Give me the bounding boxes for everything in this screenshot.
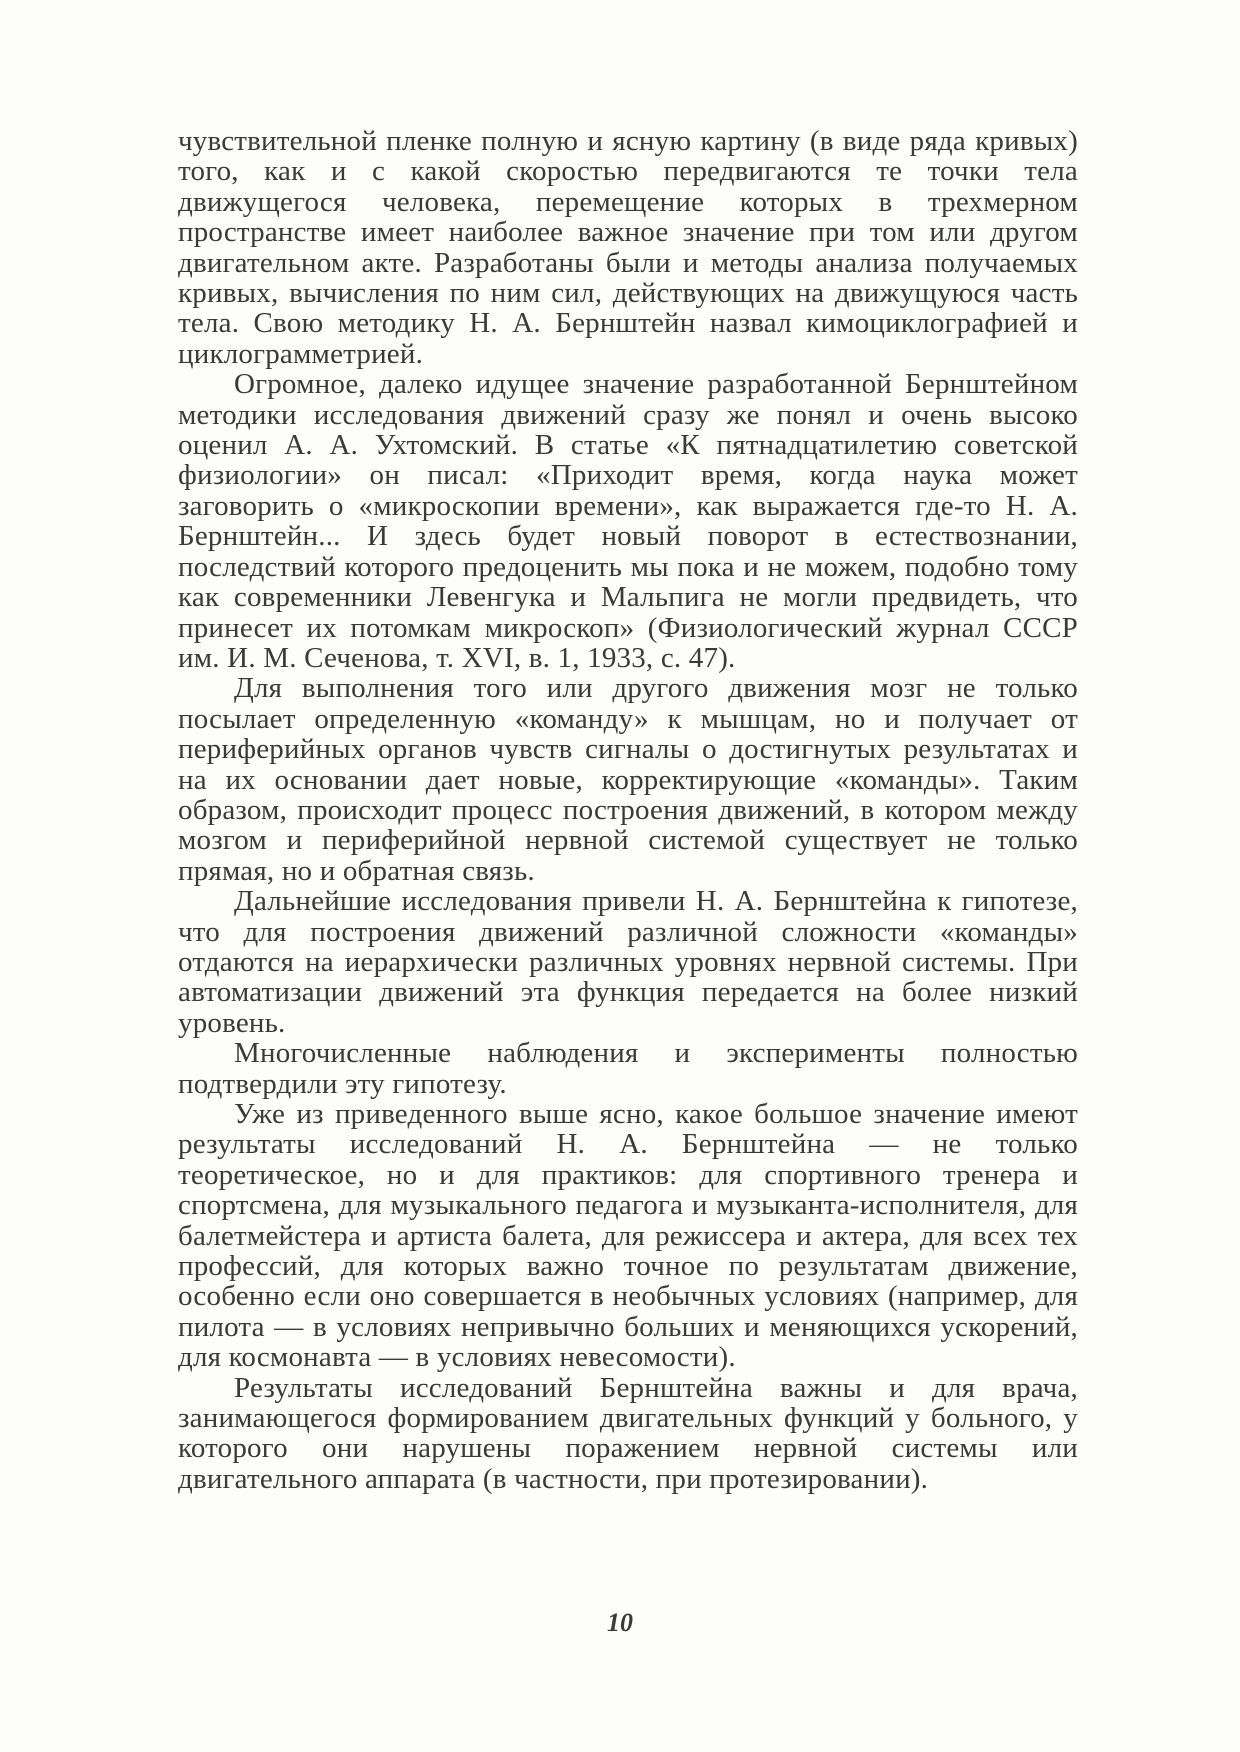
page-number: 10 <box>607 1608 633 1637</box>
paragraph-3: Для выполнения того или другого движения мозг не только посылает определенную «команду» к мышцам, но и получает от периферийных органов чувств сигналы о достигнутых результатах и на их основании дает новые, корректирующие «команды». Таким образом, происходит процесс построения движений, в котором между мозгом и периферийной нервной системой существует не только прямая, но и обратная связь. <box>178 672 1078 887</box>
paragraph-6: Уже из приведенного выше ясно, какое большое значение имеют результаты исследований Н. А. Бернштейна — не только теоретическое, но и для практиков: для спортивного тренера и спортсмена, для музыкального педагога и музыканта-исполнителя, для балетмейстера и артиста балета, для режиссера и актера, для всех тех профессий, для которых важно точное по результатам движение, особенно если оно совершается в необычных условиях (например, для пилота — в условиях непривычно больших и меняющихся ускорений, для космонавта — в условиях невесомости). <box>178 1098 1078 1374</box>
body-text <box>178 126 1078 1494</box>
paragraph-1: чувствительной пленке полную и ясную картину (в виде ряда кривых) того, как и с какой скоростью передвигаются те точки тела движущегося человека, перемещение которых в трехмерном пространстве имеет наиболее важное значение при том или другом двигательном акте. Разработаны были и методы анализа получаемых кривых, вычисления по ним сил, действующих на движущуюся часть тела. Свою методику Н. А. Бернштейн назвал кимоциклографией и циклограмметрией. <box>178 125 1078 370</box>
paragraph-2: Огромное, далеко идущее значение разработанной Бернштейном методики исследования движений сразу же понял и очень высоко оценил А. А. Ухтомский. В статье «К пятнадцатилетию советской физиологии» он писал: «Приходит время, когда наука может заговорить о «микроскопии времени», как выражается где-то Н. А. Бернштейн... И здесь будет новый поворот в естествознании, последствий которого предоценить мы пока и не можем, подобно тому как современники Левенгука и Мальпига не могли предвидеть, что принесет их потомкам микроскоп» (Физиологический журнал СССР им. И. М. Сеченова, т. XVI, в. 1, 1933, с. 47). <box>178 368 1078 674</box>
paragraph-5: Многочисленные наблюдения и эксперименты полностью подтвердили эту гипотезу. <box>178 1037 1078 1100</box>
paragraph-7: Результаты исследований Бернштейна важны и для врача, занимающегося формированием двигательных функций у больного, у которого они нарушены поражением нервной системы или двигательного аппарата (в частности, при протезировании). <box>178 1371 1078 1495</box>
paragraph-4: Дальнейшие исследования привели Н. А. Бернштейна к гипотезе, что для построения движений различной сложности «команды» отдаются на иерархически различных уровнях нервной системы. При автоматизации движений эта функция передается на более низкий уровень. <box>178 885 1078 1039</box>
